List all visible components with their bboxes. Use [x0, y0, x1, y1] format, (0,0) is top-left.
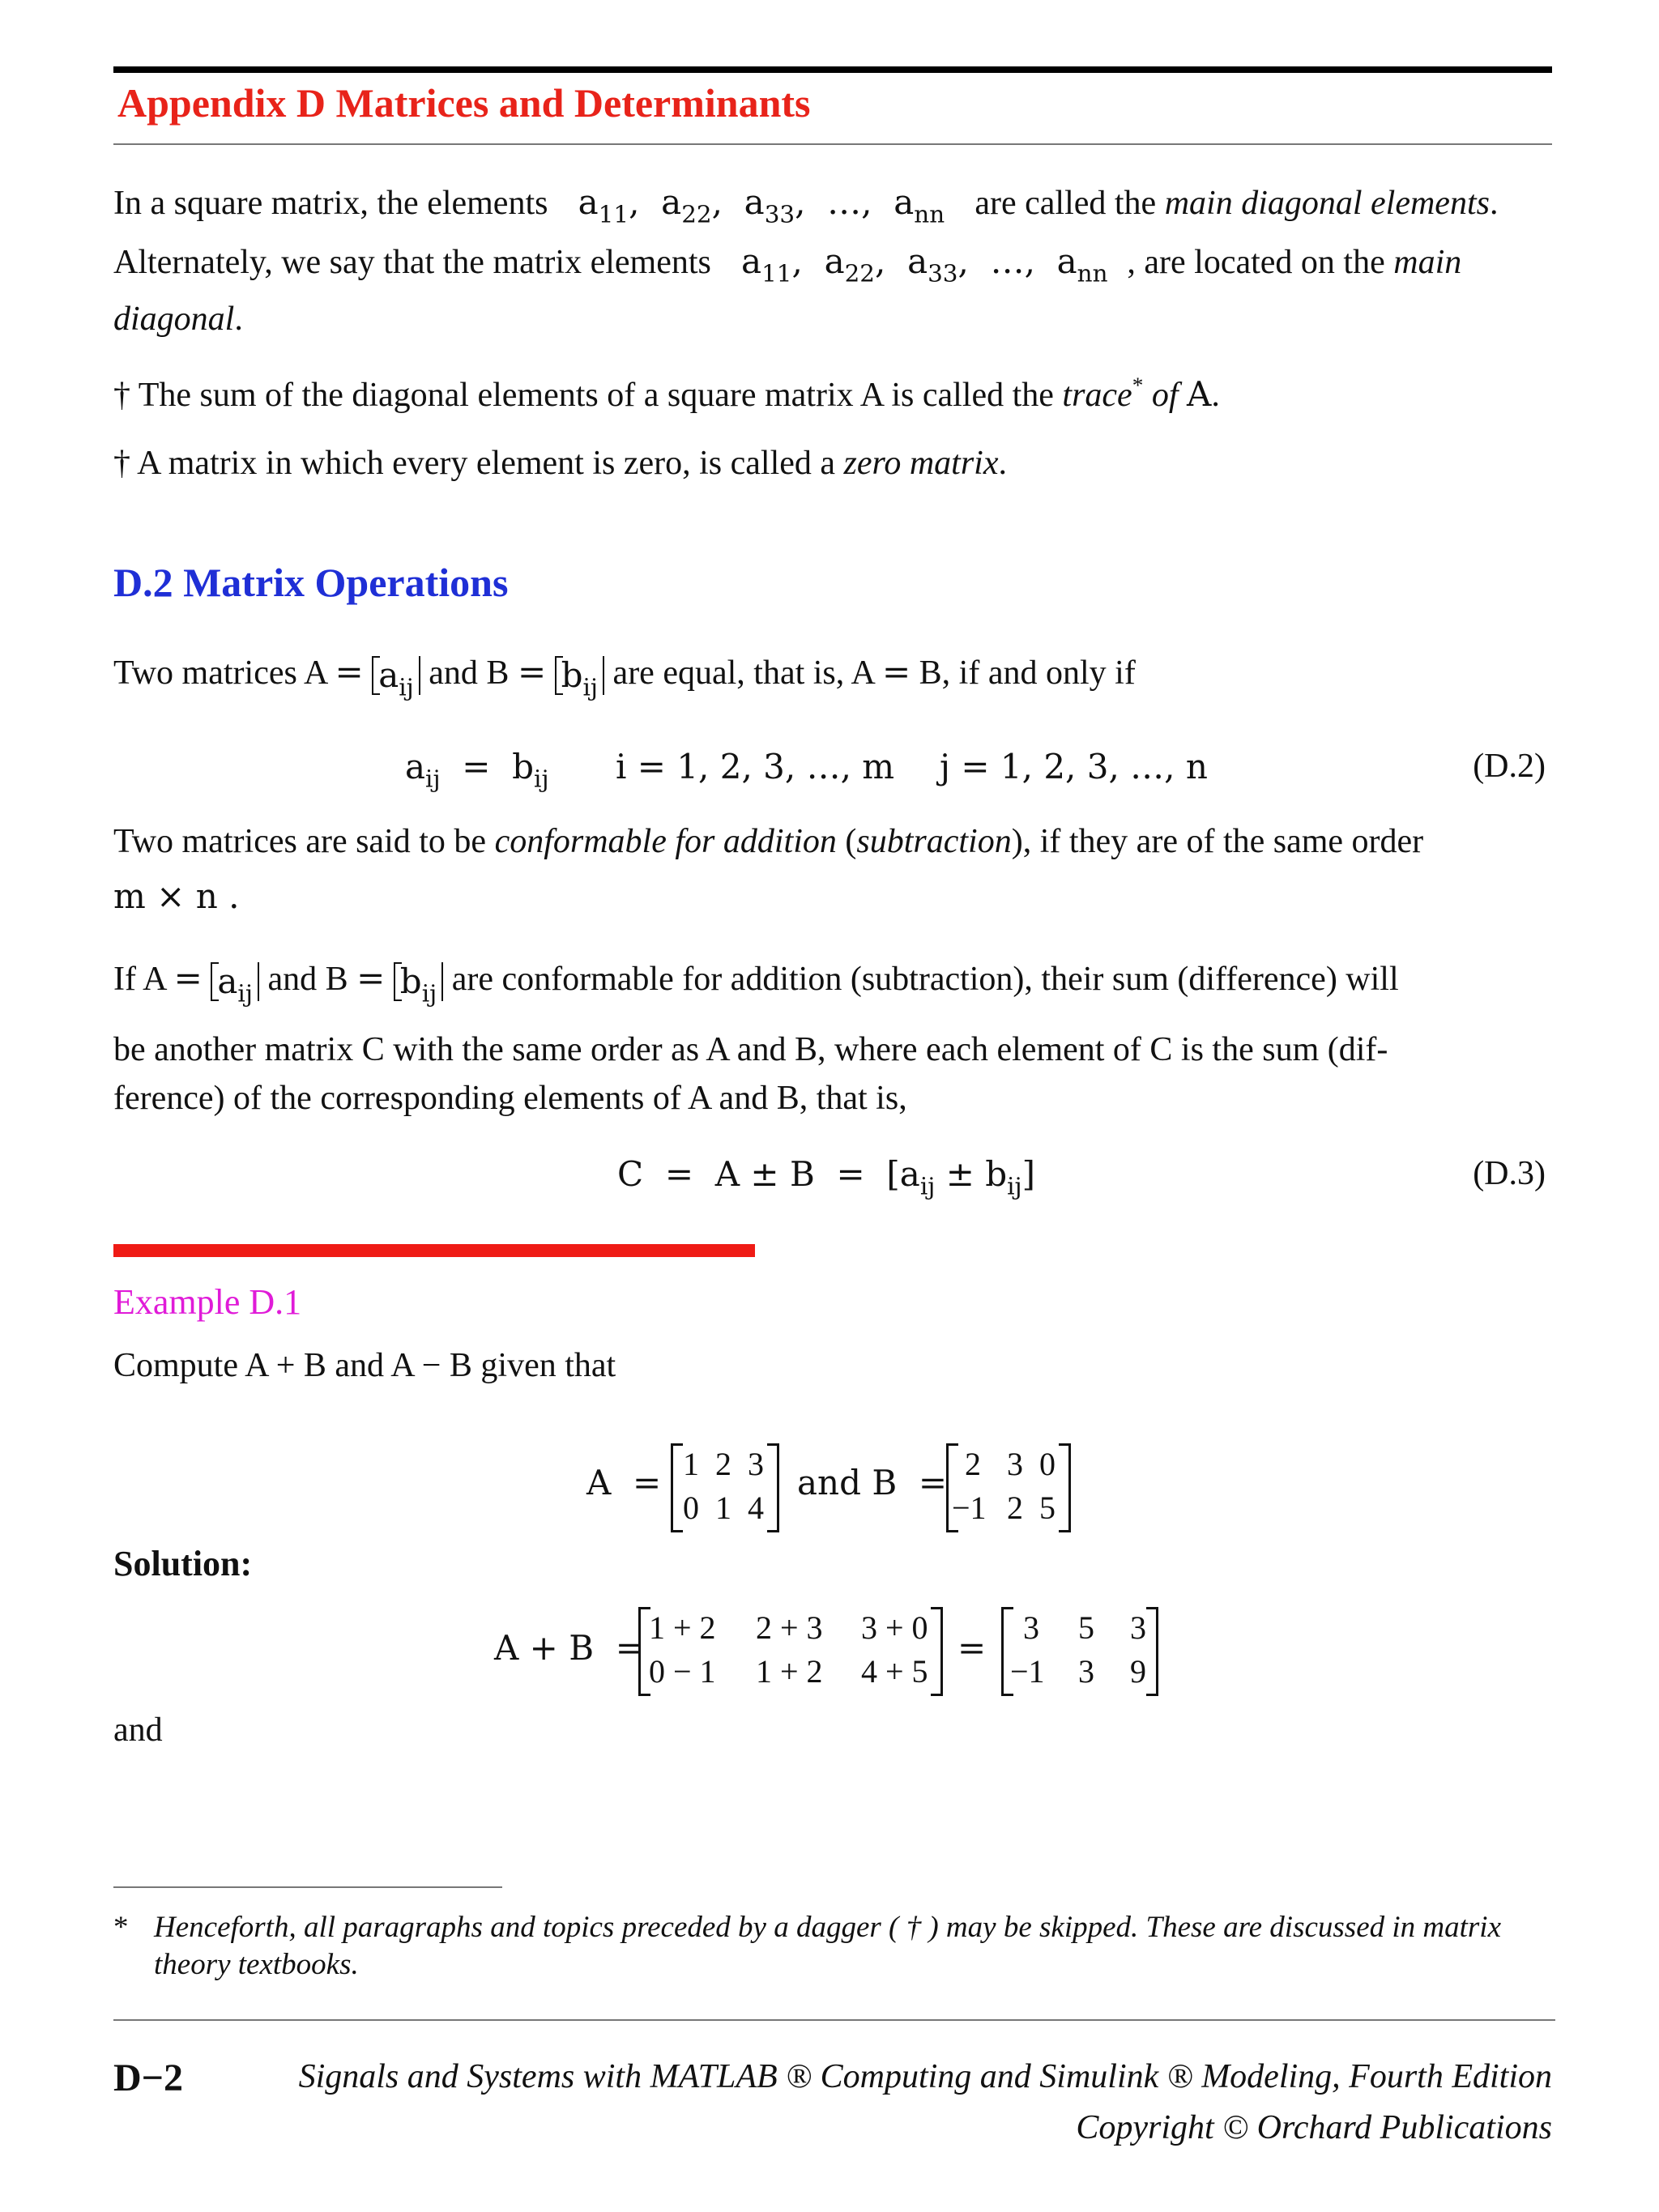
- matrix-a: [671, 1443, 779, 1532]
- intro-line-1: In a square matrix, the elements $a_{11}$, $a_{22}$, $a_{33}$, …, $a_{nn}$ are called the main diagonal elements.: [113, 182, 1499, 228]
- sum-expr-cell: 3 + 0: [861, 1609, 928, 1646]
- and-text: and: [113, 1711, 163, 1749]
- sum-result-matrix: [1001, 1607, 1158, 1696]
- book-title: Signals and Systems with MATLAB ® Computing and Simulink ® Modeling, Fourth Edition: [298, 2058, 1552, 2095]
- equality-range-i: i = 1, 2, 3, …, m: [616, 747, 895, 786]
- footnote-rule: [113, 1886, 502, 1888]
- equality-equation: $a_{ij} = b_{ij}$: [405, 747, 549, 793]
- matrix-b-cell: 0: [1039, 1446, 1056, 1482]
- equality-line: Two matrices $A = a_{ij}$ and $B = b_{ij}$ are equal, that is, A = B, if and only if: [113, 652, 1136, 701]
- matrix-b-cell: 5: [1039, 1490, 1056, 1526]
- sum-equation: $C = A \pm B = [a_{ij} \pm b_{ij}]$: [617, 1154, 1036, 1200]
- example-divider: [113, 1244, 755, 1257]
- header-rule: [113, 66, 1552, 73]
- example-title: Example D.1: [113, 1282, 302, 1322]
- matrix-a-cell: 3: [748, 1446, 764, 1482]
- footnote: [113, 1909, 1551, 1984]
- sum-expr-cell: 4 + 5: [861, 1653, 928, 1690]
- page-number: D−2: [113, 2056, 184, 2099]
- intro-line-2: Alternately, we say that the matrix elements $a_{11}$, $a_{22}$, $a_{33}$, …, $a_{nn}$ , are located on the main: [113, 241, 1462, 288]
- footnote-mark: *: [113, 1911, 129, 1944]
- equals-sign: =: [957, 1628, 987, 1668]
- section-title: D.2 Matrix Operations: [113, 560, 509, 605]
- matrix-a-cell: 4: [748, 1490, 764, 1526]
- matrix-b: [946, 1443, 1071, 1532]
- sum-result-cell: 5: [1078, 1609, 1094, 1646]
- matrix-a-label: A =: [586, 1463, 662, 1502]
- sum-expr-cell: 0 − 1: [649, 1653, 716, 1690]
- sum-label: A + B =: [494, 1628, 644, 1668]
- matrix-b-label: and B =: [797, 1463, 948, 1502]
- sum-expr-cell: 1 + 2: [649, 1609, 716, 1646]
- sum-result-cell: 3: [1078, 1653, 1094, 1690]
- footer-rule: [113, 2019, 1555, 2021]
- equation-number-d3: (D.3): [1473, 1155, 1546, 1192]
- sum-result-cell: 3: [1130, 1609, 1146, 1646]
- footnote-text: Henceforth, all paragraphs and topics preceded by a dagger ( † ) may be skipped. These are discussed in matrix theory textbooks.: [154, 1911, 1501, 1981]
- matrix-a-cell: 1: [683, 1446, 699, 1482]
- sum-line-1: If $A = a_{ij}$ and $B = b_{ij}$ are conformable for addition (subtraction), their sum (difference) will: [113, 958, 1399, 1008]
- sum-result-cell: 9: [1130, 1653, 1146, 1690]
- sum-expr-cell: 2 + 3: [756, 1609, 823, 1646]
- example-prompt: Compute A + B and A − B given that: [113, 1347, 616, 1384]
- matrix-b-cell: −1: [952, 1490, 987, 1526]
- trace-line: † The sum of the diagonal elements of a square matrix A is called the trace* of A.: [113, 373, 1220, 414]
- sum-result-cell: 3: [1023, 1609, 1039, 1646]
- sum-line-3: ference) of the corresponding elements of A and B, that is,: [113, 1080, 907, 1117]
- matrix-b-cell: 3: [1007, 1446, 1023, 1482]
- equality-range-j: j = 1, 2, 3, …, n: [940, 747, 1208, 786]
- solution-heading: Solution:: [113, 1544, 253, 1583]
- matrix-b-cell: 2: [965, 1446, 981, 1482]
- zero-matrix-line: † A matrix in which every element is zero, is called a zero matrix.: [113, 445, 1007, 482]
- header-divider: [113, 143, 1552, 145]
- equation-number-d2: (D.2): [1473, 748, 1546, 785]
- matrix-a-cell: 0: [683, 1490, 699, 1526]
- matrix-a-cell: 2: [715, 1446, 731, 1482]
- copyright: Copyright © Orchard Publications: [1076, 2109, 1552, 2146]
- intro-line-3: diagonal.: [113, 300, 243, 338]
- sum-result-cell: −1: [1010, 1653, 1045, 1690]
- matrix-a-cell: 1: [715, 1490, 731, 1526]
- page-title: Appendix D Matrices and Determinants: [117, 80, 811, 126]
- conformable-line: Two matrices are said to be conformable for addition (subtraction), if they are of the same order: [113, 823, 1424, 860]
- sum-line-2: be another matrix C with the same order as A and B, where each element of C is the sum (dif-: [113, 1031, 1388, 1068]
- sum-expression-matrix: [638, 1607, 943, 1696]
- matrix-b-cell: 2: [1007, 1490, 1023, 1526]
- order-text: m × n .: [113, 876, 240, 916]
- sum-expr-cell: 1 + 2: [756, 1653, 823, 1690]
